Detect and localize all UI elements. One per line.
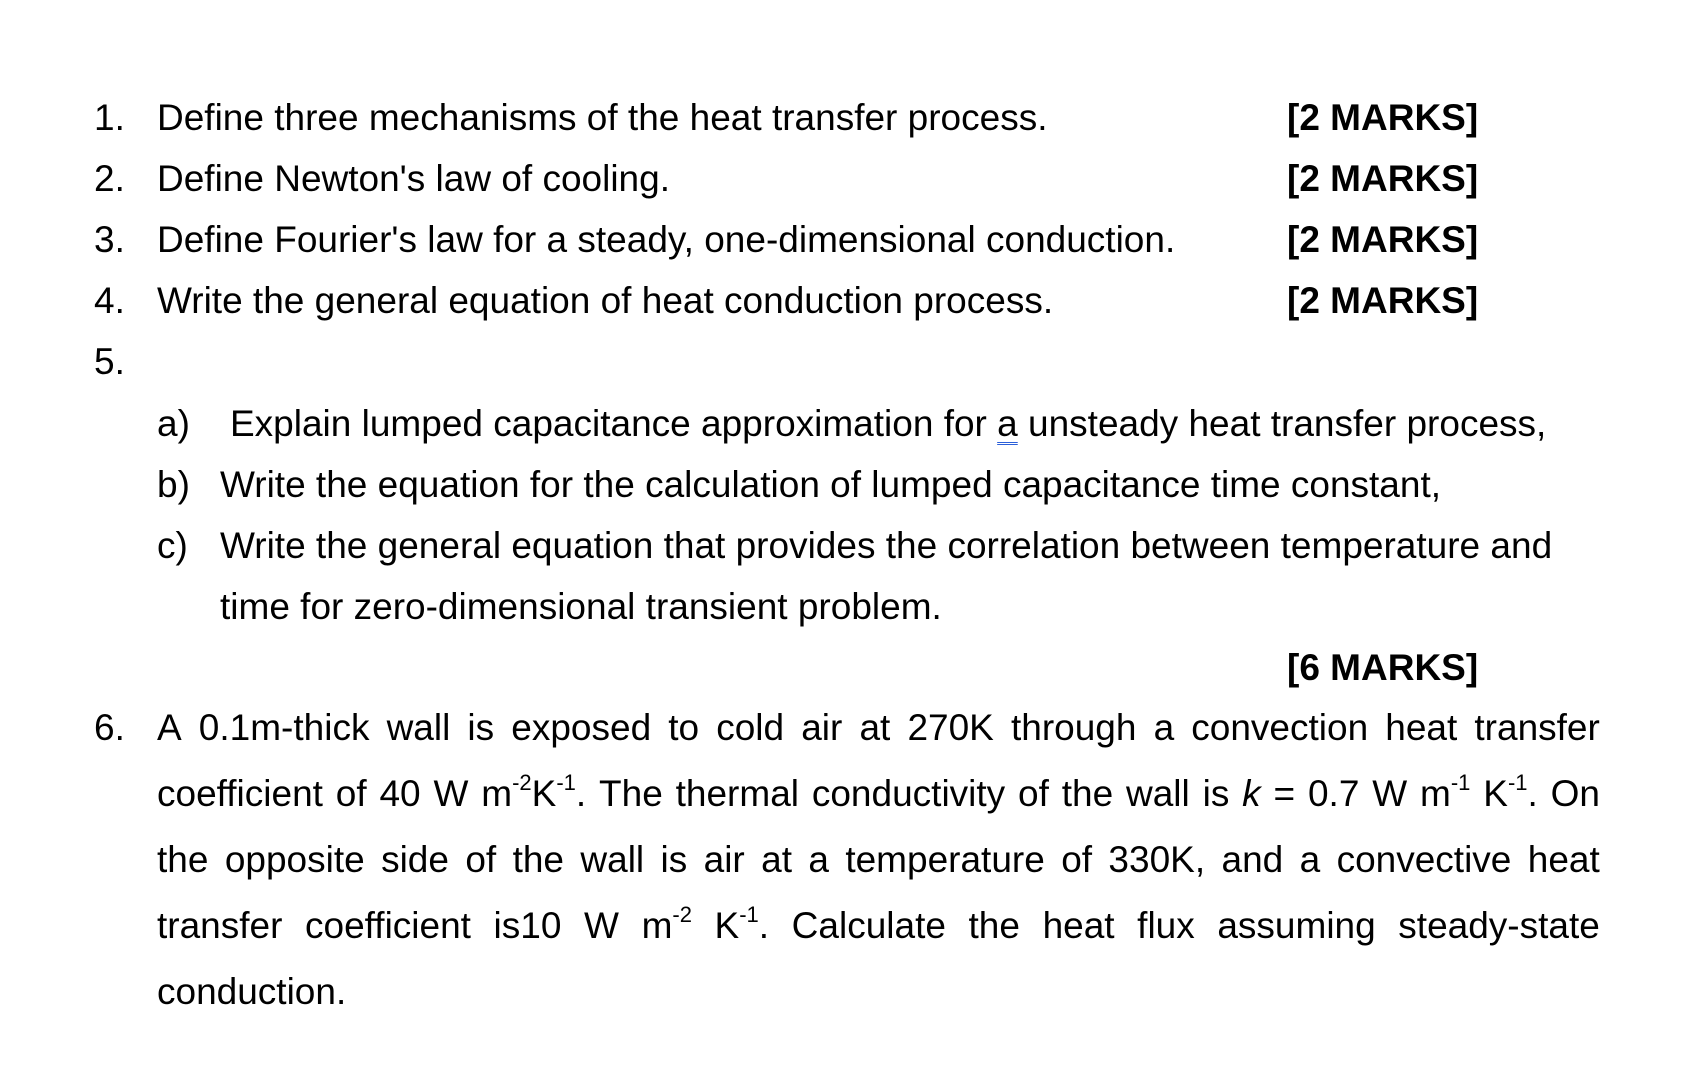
question-text: Define three mechanisms of the heat transfer process. xyxy=(157,97,1048,138)
paragraph-line xyxy=(157,970,1600,1036)
paragraph-word: of xyxy=(335,773,367,814)
paragraph-word: W xyxy=(1372,773,1408,814)
paragraph-word: coefficient xyxy=(157,773,323,814)
question-5-marks-row xyxy=(0,646,1697,712)
paragraph-word: W xyxy=(584,905,619,946)
question-text: Define Newton's law of cooling. xyxy=(157,158,670,199)
paragraph-word: flux xyxy=(1137,905,1195,946)
paragraph-word: the xyxy=(1061,773,1114,814)
paragraph-word: heat xyxy=(1527,839,1600,880)
question-number: 6. xyxy=(94,707,125,748)
question-5b xyxy=(0,463,1697,529)
paragraph-word: of xyxy=(1061,839,1093,880)
unit-group: $m^{-2}K^{-1}$. xyxy=(481,769,587,814)
superscript: -1 xyxy=(556,769,576,795)
superscript: -1 xyxy=(739,901,759,927)
question-4 xyxy=(0,279,1697,345)
paragraph-word: temperature xyxy=(845,839,1045,880)
question-number: 1. xyxy=(94,97,125,138)
paragraph-word: Calculate xyxy=(791,905,946,946)
question-1 xyxy=(0,96,1697,162)
subpart-label: c) xyxy=(157,525,188,566)
paragraph-word: wall xyxy=(580,839,645,880)
question-5a xyxy=(0,402,1697,468)
paragraph-word: is xyxy=(660,839,688,880)
question-number: 4. xyxy=(94,280,125,321)
paragraph-word: 0.1m-thick xyxy=(198,707,370,748)
question-number: 3. xyxy=(94,219,125,260)
paragraph-word: convection xyxy=(1191,707,1369,748)
paragraph-word: air xyxy=(703,839,745,880)
paragraph-line xyxy=(157,769,1600,838)
paragraph-word: a xyxy=(808,839,829,880)
paragraph-word: = xyxy=(1273,773,1296,814)
paragraph-word: the xyxy=(512,839,565,880)
paragraph-word: to xyxy=(668,707,700,748)
paragraph-word: the xyxy=(157,839,209,880)
superscript: -2 xyxy=(672,901,692,927)
paragraph-word: conductivity xyxy=(811,773,1006,814)
paragraph-word: wall xyxy=(386,707,451,748)
question-number: 2. xyxy=(94,158,125,199)
paragraph-word: 330K, xyxy=(1108,839,1206,880)
question-5 xyxy=(0,340,1697,406)
paragraph-word: cold xyxy=(716,707,785,748)
subpart-text: time for zero-dimensional transient problem. xyxy=(220,586,942,627)
paragraph-word: a xyxy=(1153,707,1175,748)
question-6-paragraph xyxy=(157,706,1600,1036)
paragraph-word: assuming xyxy=(1217,905,1376,946)
unit-group: $m^{-2}$ xyxy=(641,901,692,946)
superscript: -1 xyxy=(1450,769,1471,795)
paragraph-line xyxy=(157,901,1600,970)
unit-group: $m^{-1}$ xyxy=(1420,769,1471,814)
marks-label: [2 MARKS] xyxy=(1287,219,1479,260)
question-text: Define Fourier's law for a steady, one-dimensional conduction. xyxy=(157,219,1176,260)
unit-group: $K^{-1}$. xyxy=(714,901,770,946)
marks-label: [2 MARKS] xyxy=(1287,158,1479,199)
paragraph-word: at xyxy=(761,839,792,880)
subpart-label: a) xyxy=(157,403,190,444)
paragraph-word: transfer xyxy=(1474,707,1600,748)
question-number: 5. xyxy=(94,341,125,382)
question-5c xyxy=(0,524,1697,590)
paragraph-word: heat xyxy=(1042,905,1115,946)
paragraph-word: steady-state xyxy=(1398,905,1600,946)
paragraph-word: of xyxy=(465,839,497,880)
paragraph-word: the xyxy=(968,905,1020,946)
grammar-flag-word[interactable]: a xyxy=(997,403,1018,444)
superscript: -1 xyxy=(1507,769,1528,795)
paragraph-line xyxy=(157,838,1600,904)
paragraph-word: On xyxy=(1550,773,1600,814)
question-3 xyxy=(0,218,1697,284)
paragraph-word: heat xyxy=(1385,707,1458,748)
paragraph-word: 270K xyxy=(907,707,994,748)
marks-label: [2 MARKS] xyxy=(1287,97,1479,138)
subpart-text xyxy=(230,402,1546,446)
paragraph-word: coefficient xyxy=(305,905,471,946)
paragraph-word: A xyxy=(157,707,182,748)
paragraph-word: a xyxy=(1299,839,1321,880)
symbol-k: k xyxy=(1242,773,1261,814)
subpart-text-pre: Explain lumped capacitance approximation for xyxy=(230,403,998,444)
paragraph-word: is xyxy=(467,707,495,748)
paragraph-word: 40 xyxy=(379,773,421,814)
subpart-text: Write the equation for the calculation of lumped capacitance time constant, xyxy=(220,464,1442,505)
paragraph-word: and xyxy=(1221,839,1284,880)
paragraph-word xyxy=(1242,772,1261,838)
paragraph-line-text: conduction. xyxy=(157,971,347,1012)
paragraph-word: 0.7 xyxy=(1307,773,1360,814)
paragraph-word: of xyxy=(1018,773,1049,814)
paragraph-word: opposite xyxy=(224,839,365,880)
question-5c-continued xyxy=(0,585,1697,651)
paragraph-word: transfer xyxy=(157,905,283,946)
question-2 xyxy=(0,157,1697,223)
marks-label: [2 MARKS] xyxy=(1287,280,1479,321)
paragraph-word: at xyxy=(859,707,891,748)
unit-group: $K^{-1}$. xyxy=(1483,769,1538,814)
paragraph-line xyxy=(157,706,1600,772)
question-text: Write the general equation of heat conduction process. xyxy=(157,280,1054,321)
subpart-text-post: unsteady heat transfer process, xyxy=(1017,403,1547,444)
superscript: -2 xyxy=(512,769,532,795)
paragraph-word: wall xyxy=(1126,773,1190,814)
paragraph-word: W xyxy=(433,773,469,814)
paragraph-word: The xyxy=(599,773,663,814)
paragraph-word: is10 xyxy=(493,905,562,946)
paragraph-word: thermal xyxy=(675,773,800,814)
subpart-text: Write the general equation that provides the correlation between temperature and xyxy=(220,525,1553,566)
paragraph-word: convective xyxy=(1336,839,1512,880)
paragraph-word: air xyxy=(801,707,843,748)
paragraph-word: side xyxy=(381,839,449,880)
subpart-label: b) xyxy=(157,464,190,505)
paragraph-word: through xyxy=(1010,707,1137,748)
marks-label: [6 MARKS] xyxy=(1287,647,1479,688)
paragraph-word: is xyxy=(1202,773,1230,814)
paragraph-word: exposed xyxy=(511,707,652,748)
